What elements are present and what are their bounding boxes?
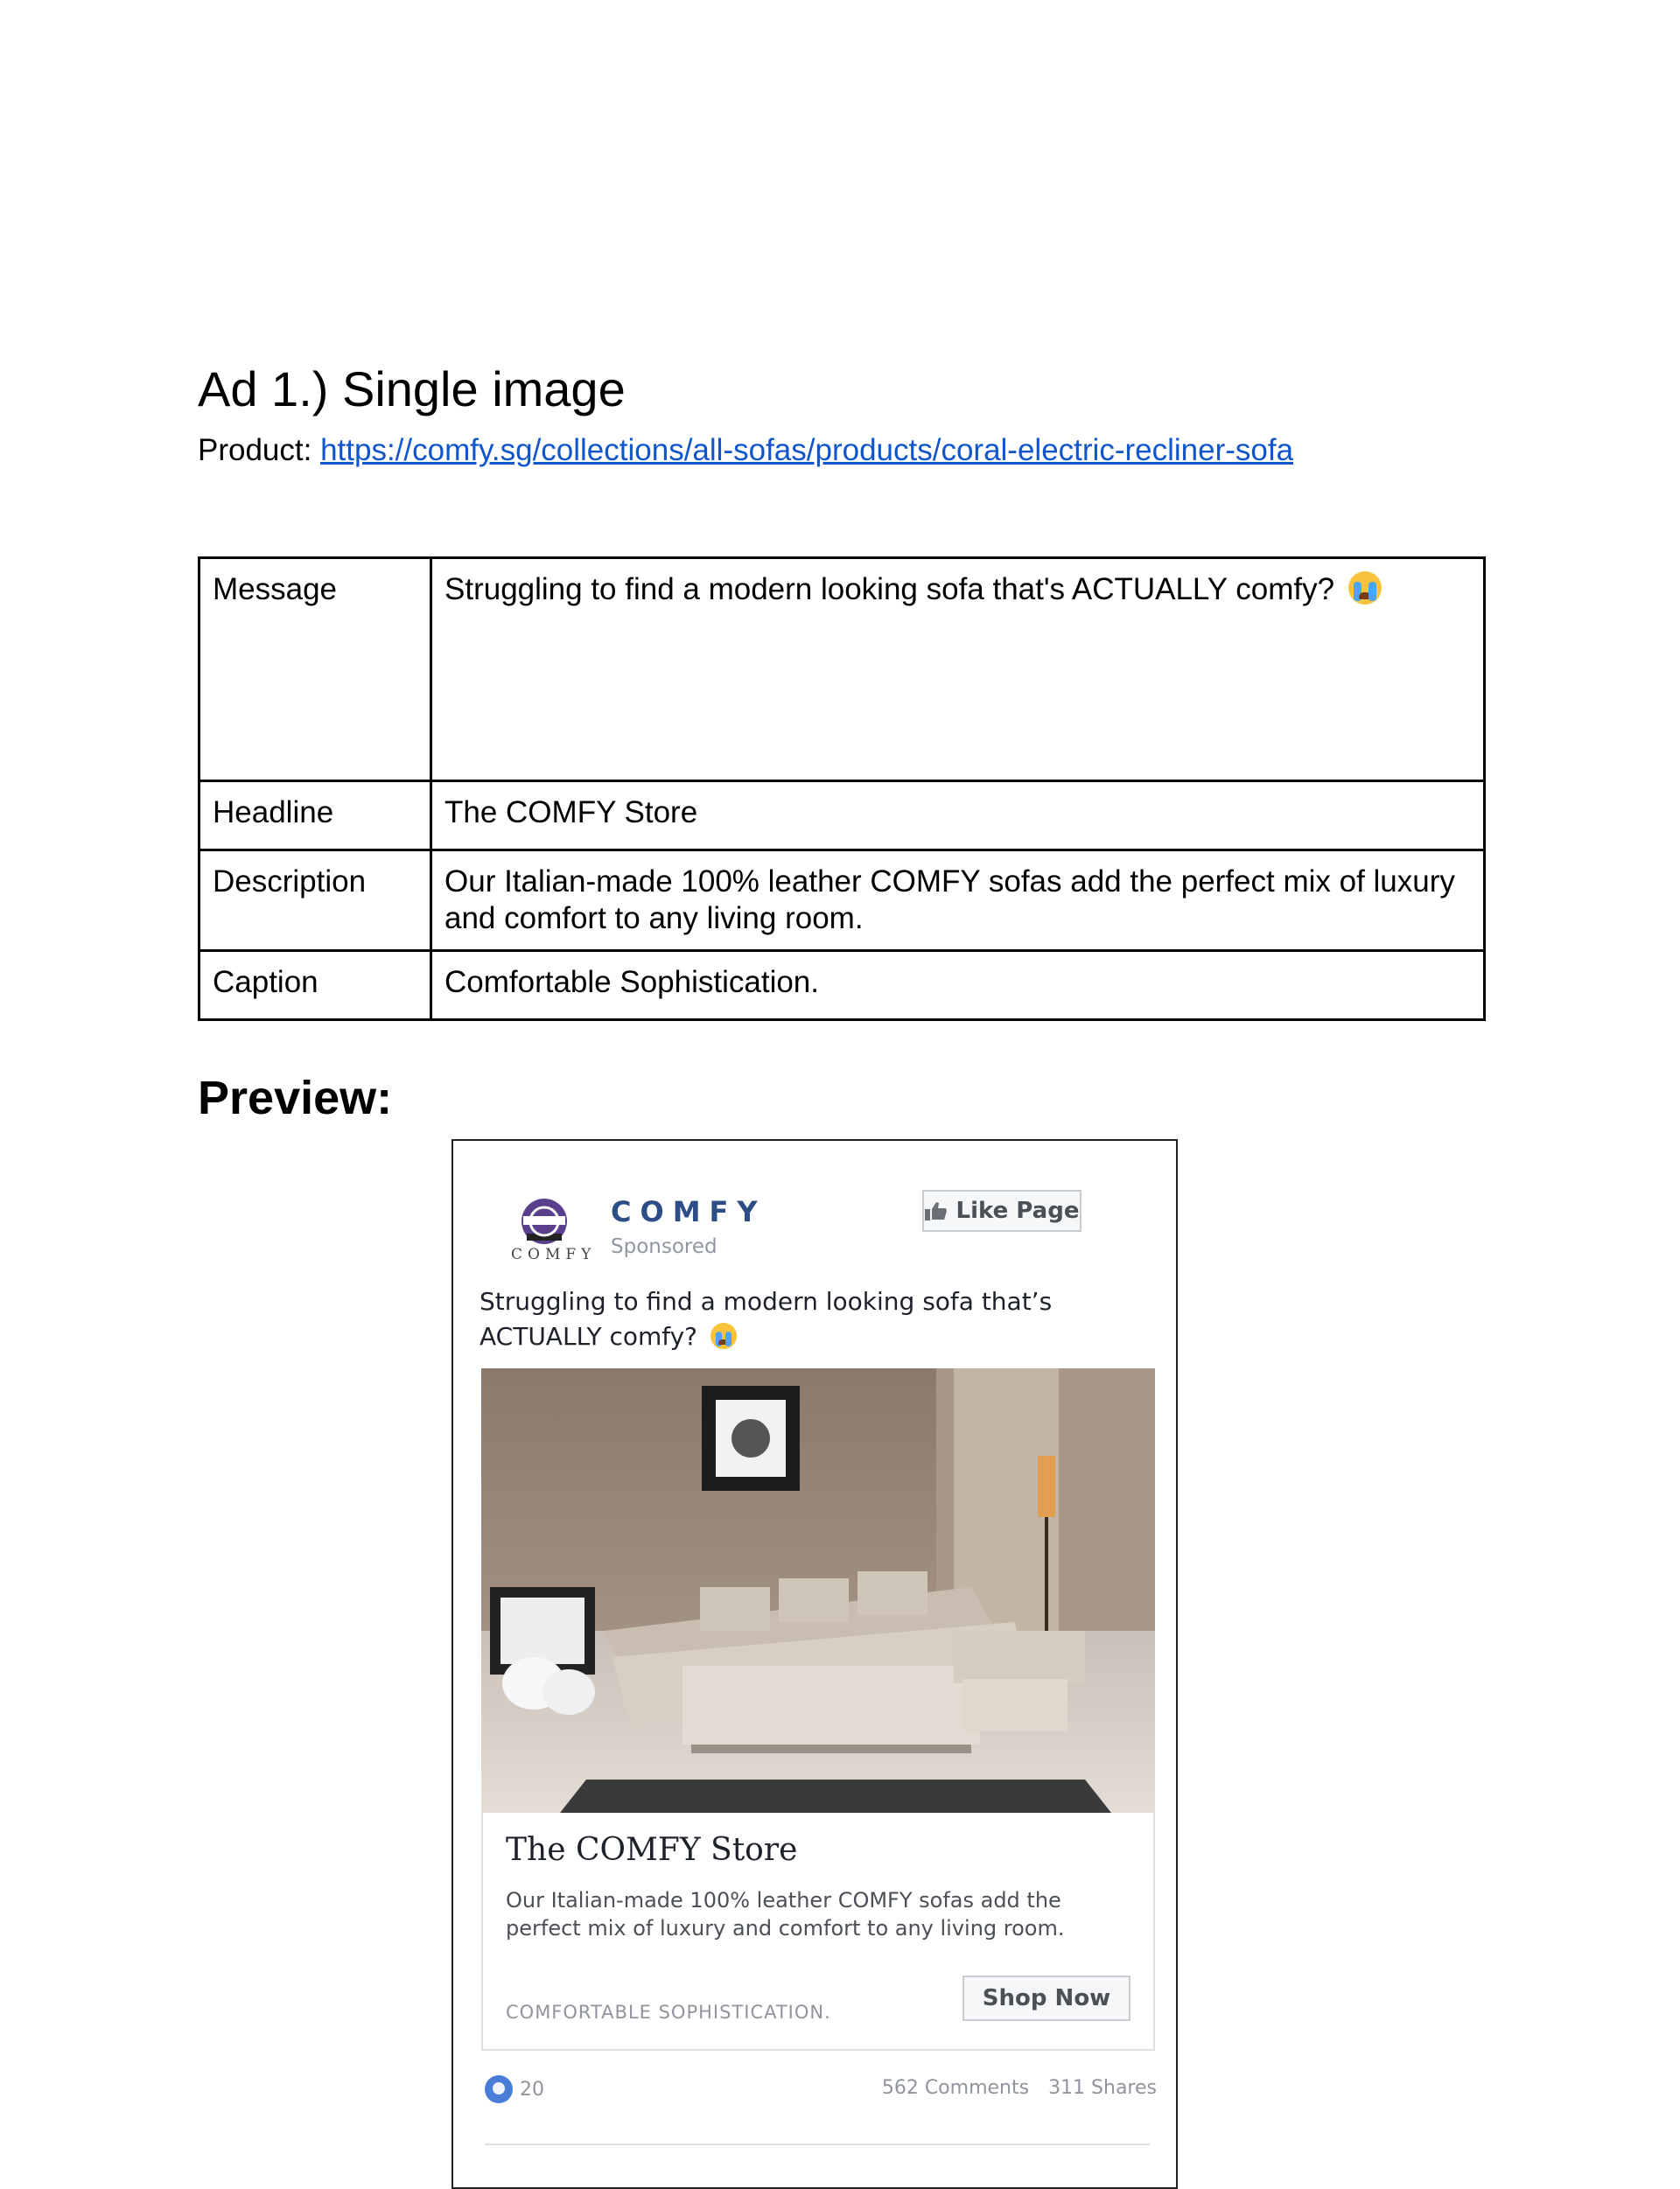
ad-title: Ad 1.) Single image <box>198 361 626 416</box>
card-divider <box>485 2144 1150 2145</box>
row-label-headline: Headline <box>200 781 431 850</box>
thumbs-up-icon <box>925 1201 948 1220</box>
table-row <box>200 558 1485 781</box>
link-preview-box[interactable] <box>481 1813 1155 2051</box>
row-label-caption: Caption <box>200 951 431 1020</box>
sofa-photo[interactable] <box>481 1368 1155 1813</box>
crying-face-icon <box>710 1323 737 1349</box>
row-label-description: Description <box>200 850 431 951</box>
logo-wordmark: COMFY <box>511 1246 597 1263</box>
comment-count[interactable]: 562 Comments <box>881 2077 1030 2099</box>
ad-message <box>480 1284 1110 1354</box>
share-count[interactable]: 311 Shares <box>1048 2077 1157 2099</box>
ad-spec-table <box>198 556 1486 1021</box>
product-link[interactable]: https://comfy.sg/collections/all-sofas/products/coral-electric-recliner-sofa <box>320 433 1294 467</box>
table-row <box>200 850 1485 951</box>
page-name[interactable]: COMFY <box>611 1195 766 1228</box>
sponsored-label: Sponsored <box>611 1235 718 1258</box>
facebook-ad-preview <box>452 1139 1178 2189</box>
link-description: Our Italian-made 100% leather COMFY sofas add the perfect mix of luxury and comfort to any living room. <box>506 1888 1065 1941</box>
link-headline[interactable]: The COMFY Store <box>506 1832 798 1868</box>
like-reaction-icon <box>485 2075 513 2103</box>
row-label-message: Message <box>200 558 431 781</box>
reactions[interactable] <box>485 2075 544 2103</box>
like-page-label: Like Page <box>956 1198 1080 1224</box>
like-count: 20 <box>520 2078 544 2101</box>
table-row <box>200 951 1485 1020</box>
row-value-description: Our Italian-made 100% leather COMFY sofas add the perfect mix of luxury and comfort to any living room. <box>431 850 1485 951</box>
crying-face-icon <box>1348 571 1382 605</box>
sofa-photo-illustration <box>481 1368 1155 1813</box>
row-value-caption: Comfortable Sophistication. <box>431 951 1485 1020</box>
message-text: Struggling to find a modern looking sofa that's ACTUALLY comfy? <box>444 572 1335 606</box>
product-label: Product: <box>198 433 321 467</box>
table-row <box>200 781 1485 850</box>
row-value-headline: The COMFY Store <box>431 781 1485 850</box>
product-line <box>198 430 1293 471</box>
social-counts <box>882 2077 1157 2099</box>
link-caption: COMFORTABLE SOPHISTICATION. <box>506 2002 831 2023</box>
ad-message-text: Struggling to find a modern looking sofa that’s ACTUALLY comfy? <box>480 1287 1053 1351</box>
preview-title: Preview: <box>198 1072 393 1124</box>
shop-now-button[interactable]: Shop Now <box>962 1976 1130 2021</box>
comfy-logo-icon <box>506 1183 583 1279</box>
row-value-message <box>431 558 1485 781</box>
like-page-button[interactable] <box>922 1190 1082 1232</box>
